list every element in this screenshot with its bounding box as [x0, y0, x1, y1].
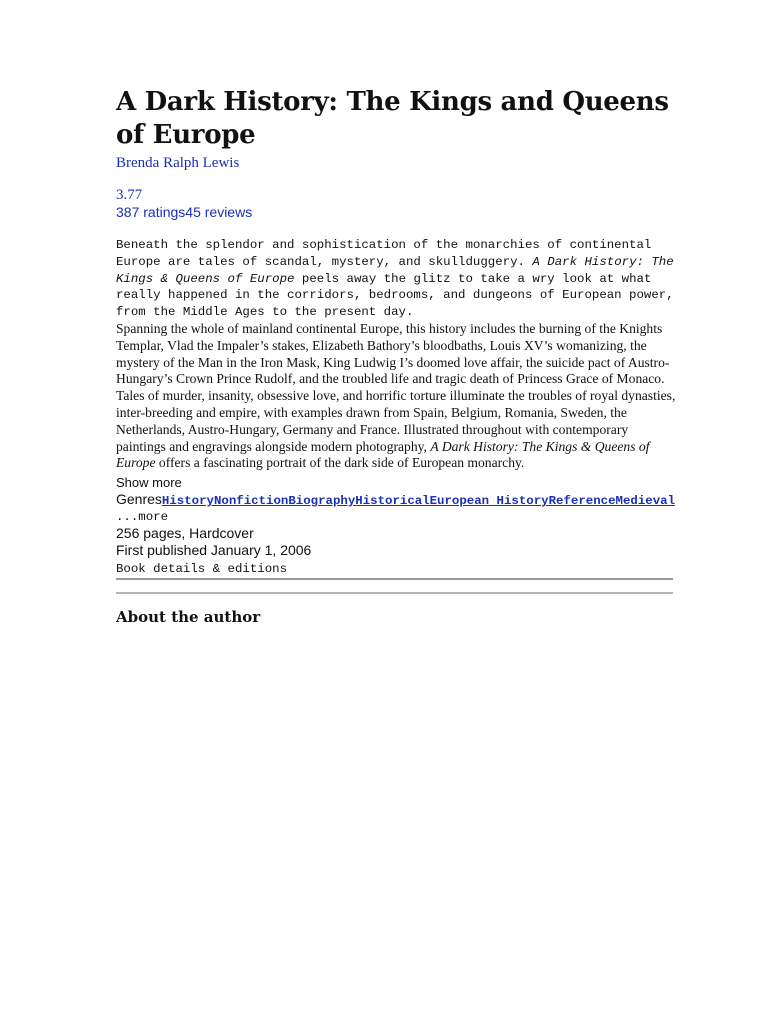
- genre-link-historical[interactable]: Historical: [355, 494, 430, 509]
- genres-list: [116, 491, 676, 510]
- book-title: A Dark History: The Kings and Queens of Europe: [116, 87, 669, 150]
- description-text: peels away the glitz to take a wry look at what really happened in the corridors, bedrooms, and dungeons of European power, from the Middle Ages to the present day.: [116, 271, 674, 320]
- author-link[interactable]: Brenda Ralph Lewis: [116, 155, 240, 171]
- ratings-count-link[interactable]: 387 ratings: [116, 204, 186, 220]
- genre-link-reference[interactable]: Reference: [548, 494, 616, 509]
- rating-counts: [116, 204, 676, 221]
- description-italic-title: A Dark History: The Kings & Queens of Europe: [116, 254, 674, 286]
- description-text: offers a fascinating portrait of the dark side of European monarchy.: [155, 455, 525, 471]
- about-author-heading: About the author: [116, 608, 261, 627]
- genre-link-history[interactable]: History: [161, 494, 214, 509]
- genre-link-nonfiction[interactable]: Nonfiction: [213, 494, 289, 509]
- divider: [116, 592, 673, 594]
- genres-label: Genres: [116, 491, 162, 508]
- description-paragraph-3: [116, 388, 676, 472]
- publication-date: First published January 1, 2006: [116, 542, 312, 559]
- book-page: [116, 86, 676, 626]
- reviews-count-link[interactable]: 45 reviews: [185, 204, 253, 220]
- divider: [116, 578, 673, 580]
- genre-link-medieval[interactable]: Medieval: [615, 494, 676, 509]
- description-text: Beneath the splendor and sophistication of the monarchies of continental Europe are tales of scandal, mystery, and skullduggery.: [116, 238, 652, 269]
- genre-link-european-history[interactable]: European History: [429, 494, 549, 509]
- genre-link-biography[interactable]: Biography: [288, 494, 356, 509]
- description-text: Tales of murder, insanity, obsessive love, and horrific torture illuminate the troubles of royal dynasties, inter-breeding and empire, with examples drawn from Spain, Belgium, Romania, Sweden, the Netherlands, Austro-Hungary, Germany and France. Illustrated throughout with contemporary paintings and engravings alongside modern photography,: [116, 388, 676, 454]
- book-details-editions-button[interactable]: Book details & editions: [116, 562, 288, 577]
- show-more-button[interactable]: Show more: [116, 475, 182, 491]
- genres-more-button[interactable]: ...more: [116, 510, 169, 525]
- description-paragraph-2: Spanning the whole of mainland continental Europe, this history includes the burning of the Knights Templar, Vlad the Impaler’s stakes, Elizabeth Bathory’s bloodbaths, Louis XV’s womanizing, the mystery of the Man in the Iron Mask, King Ludwig I’s doomed love affair, the suicide pact of Austro-Hungary’s Crown Prince Rudolf, and the troubled life and tragic death of Princess Grace of Monaco.: [116, 320, 670, 387]
- description-italic-title: A Dark History: The Kings & Queens of Europe: [116, 438, 650, 471]
- description-paragraph-1: [116, 237, 676, 321]
- average-rating: 3.77: [116, 187, 143, 203]
- page-count-format: 256 pages, Hardcover: [116, 525, 254, 542]
